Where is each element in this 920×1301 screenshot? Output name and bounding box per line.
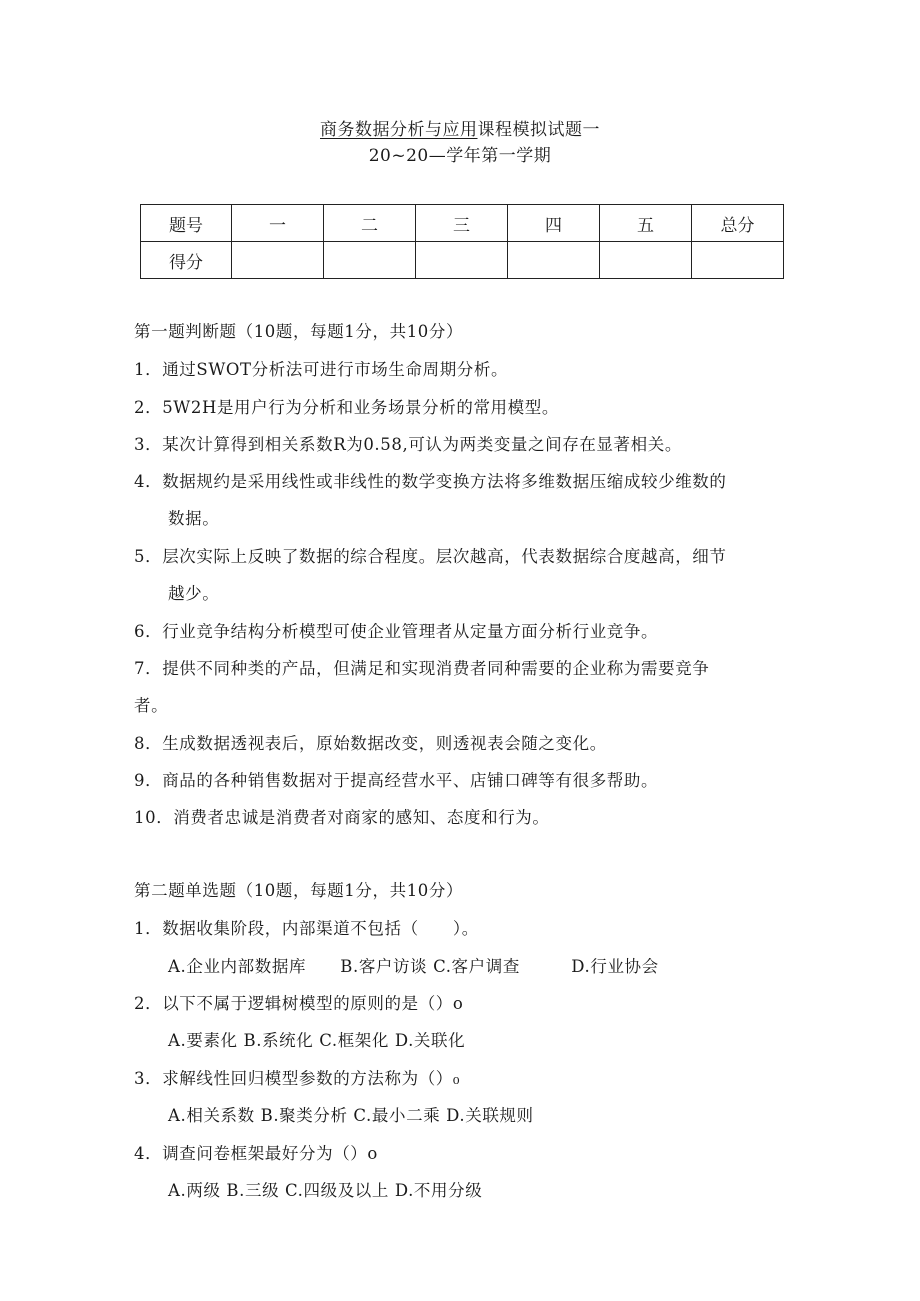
list-item: 8．生成数据透视表后，原始数据改变，则透视表会随之变化。	[134, 734, 607, 753]
question-item: 3．求解线性回归模型参数的方法称为（）₀	[134, 1069, 461, 1088]
semester-line: 20~20—学年第一学期	[368, 146, 552, 166]
table-cell: 三	[416, 205, 508, 242]
table-cell: 五	[600, 205, 692, 242]
score-cell	[324, 242, 416, 279]
list-item: 7．提供不同种类的产品，但满足和实现消费者同种需要的企业称为需要竞争	[134, 659, 710, 678]
question-options: A.要素化 B.系统化 C.框架化 D.关联化	[168, 1031, 466, 1050]
list-item-continuation: 者。	[134, 696, 169, 715]
score-cell	[232, 242, 324, 279]
question-item: 4．调查问卷框架最好分为（）o	[134, 1144, 378, 1163]
table-cell: 二	[324, 205, 416, 242]
list-item: 5．层次实际上反映了数据的综合程度。层次越高，代表数据综合度越高，细节	[134, 547, 727, 566]
score-cell	[692, 242, 784, 279]
score-table	[140, 204, 784, 279]
list-item: 10．消费者忠诚是消费者对商家的感知、态度和行为。	[134, 808, 550, 827]
list-item: 9．商品的各种销售数据对于提高经营水平、店铺口碑等有很多帮助。	[134, 771, 659, 790]
exam-name: 课程模拟试题一	[477, 120, 600, 140]
score-cell	[416, 242, 508, 279]
list-item: 1．通过SWOT分析法可进行市场生命周期分析。	[134, 360, 509, 379]
table-cell: 四	[508, 205, 600, 242]
question-options: A.两级 B.三级 C.四级及以上 D.不用分级	[168, 1181, 483, 1200]
question-item: 2．以下不属于逻辑树模型的原则的是（）o	[134, 994, 464, 1013]
exam-title	[0, 115, 920, 140]
list-item: 2．5W2H是用户行为分析和业务场景分析的常用模型。	[134, 398, 559, 417]
score-cell	[508, 242, 600, 279]
table-cell: 一	[232, 205, 324, 242]
table-cell: 题号	[141, 205, 232, 242]
list-item: 4．数据规约是采用线性或非线性的数学变换方法将多维数据压缩成较少维数的	[134, 472, 727, 491]
score-cell	[600, 242, 692, 279]
list-item-continuation: 越少。	[168, 584, 220, 603]
course-name: 商务数据分析与应用	[320, 120, 478, 140]
table-cell: 总分	[692, 205, 784, 242]
question-item: 1．数据收集阶段，内部渠道不包括（ ）。	[134, 919, 479, 938]
question-options: A.企业内部数据库 B.客户访谈 C.客户调查 D.行业协会	[168, 957, 659, 976]
score-table-header-row	[141, 205, 784, 242]
section1-heading: 第一题判断题（10题，每题1分，共10分）	[134, 322, 464, 341]
table-cell: 得分	[141, 242, 232, 279]
question-options: A.相关系数 B.聚类分析 C.最小二乘 D.关联规则	[168, 1106, 534, 1125]
list-item-continuation: 数据。	[168, 509, 220, 528]
list-item: 6．行业竞争结构分析模型可使企业管理者从定量方面分析行业竞争。	[134, 622, 659, 641]
list-item: 3．某次计算得到相关系数R为0.58,可认为两类变量之间存在显著相关。	[134, 435, 682, 454]
score-table-score-row	[141, 242, 784, 279]
section2-heading: 第二题单选题（10题，每题1分，共10分）	[134, 881, 464, 900]
